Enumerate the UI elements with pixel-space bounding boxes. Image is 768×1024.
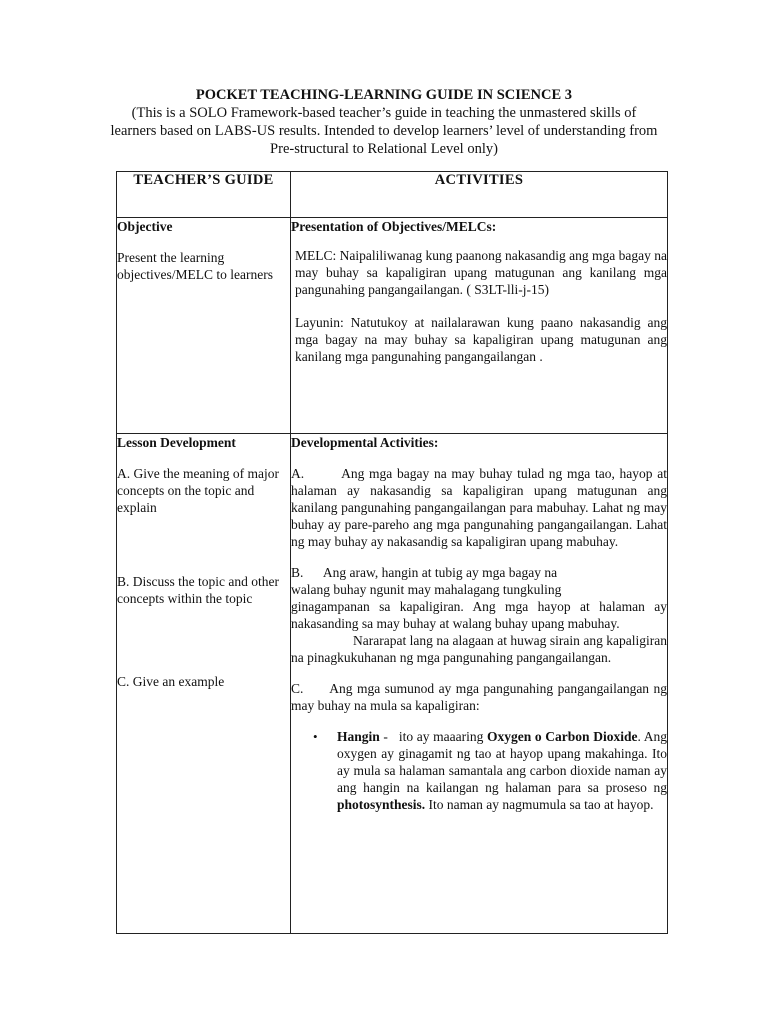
presentation-heading: Presentation of Objectives/MELCs:	[291, 219, 497, 234]
paragraph-b-rest: ginagampanan sa kapaligiran. Ang mga hayop at halaman ay nakasanding sa may buhay at walang buhay upang mabuhay.	[291, 599, 667, 631]
activities-header: ACTIVITIES	[291, 172, 668, 218]
developmental-heading: Developmental Activities:	[291, 435, 439, 450]
objectives-activity-cell	[291, 218, 668, 434]
paragraph-c: C. Ang mga sumunod ay mga pangunahing pangangailangan ng may buhay na mula sa kapaligiran:	[291, 681, 671, 713]
layunin-text: Layunin: Natutukoy at nailalarawan kung paano nakasandig ang mga bagay na may buhay sa kapaligiran upang matugunan ang kanilang mga pangunahing pangangailangan .	[295, 315, 667, 364]
paragraph-b-line1: B. Ang araw, hangin at tubig ay mga bagay na	[291, 565, 558, 580]
hangin-bullet-item	[291, 728, 667, 813]
teachers-guide-header: TEACHER’S GUIDE	[117, 172, 291, 218]
objective-text: Present the learning objectives/MELC to learners	[117, 250, 273, 282]
table-header-row	[117, 172, 668, 218]
developmental-activities-cell	[291, 434, 671, 934]
bullet-icon: •	[313, 729, 318, 744]
document-subtitle: (This is a SOLO Framework-based teacher’s guide in teaching the unmastered skills of learners based on LABS-US results. Intended to develop learners’ level of understanding from Pre-structural to Relational Level only)	[110, 105, 658, 157]
oxygen-carbon-dioxide-term: Oxygen o Carbon Dioxide	[487, 729, 638, 744]
step-a-text: A. Give the meaning of major concepts on the topic and explain	[117, 466, 279, 515]
lesson-development-row	[117, 434, 668, 934]
photosynthesis-term: photosynthesis.	[337, 797, 426, 812]
hangin-description-end: Ito naman ay nagmumula sa tao at hayop.	[425, 797, 654, 812]
objective-cell	[117, 218, 291, 434]
hangin-description: . Ang oxygen ay ginagamit ng tao at hayop upang makahinga. Ito ay mula sa halaman samantala ang carbon dioxide naman ay ang hangin na kailangan ng halaman para sa proseso ng	[337, 729, 667, 795]
paragraph-a: A. Ang mga bagay na may buhay tulad ng mga tao, hayop at halaman ay nakasandig sa kapaligiran upang matugunan ang kanilang pangunahing pangangailangan para mabuhay. Lahat ng may buhay ay pare-pareho ang mga pangunahing pangangailangan. Lahat ng may buhay ay nakasandig sa kapaligiran upang mabuhay.	[291, 466, 671, 549]
step-c-text: C. Give an example	[117, 674, 225, 689]
hangin-dash: - ito ay maaaring	[379, 729, 488, 744]
objective-row	[117, 218, 668, 434]
document-title: POCKET TEACHING-LEARNING GUIDE IN SCIENCE 3	[195, 87, 573, 103]
paragraph-b2: Nararapat lang na alagaan at huwag sirain ang kapaligiran na pinagkukuhanan ng mga pangunahing pangangailangan.	[291, 633, 667, 665]
step-b-text: B. Discuss the topic and other concepts within the topic	[117, 574, 279, 606]
objective-heading: Objective	[117, 219, 173, 234]
melc-text: MELC: Naipaliliwanag kung paanong nakasandig ang mga bagay na may buhay sa kapaligiran upang matugunan ang kanilang mga pangunahing pangangailangan. ( S3LT-lli-j-15)	[295, 248, 667, 297]
lesson-development-cell	[117, 434, 291, 934]
paragraph-b-line2: walang buhay ngunit may mahalagang tungkuling	[291, 582, 562, 597]
hangin-term: Hangin	[337, 729, 380, 744]
lesson-development-heading: Lesson Development	[117, 435, 236, 450]
guide-table	[116, 171, 671, 934]
